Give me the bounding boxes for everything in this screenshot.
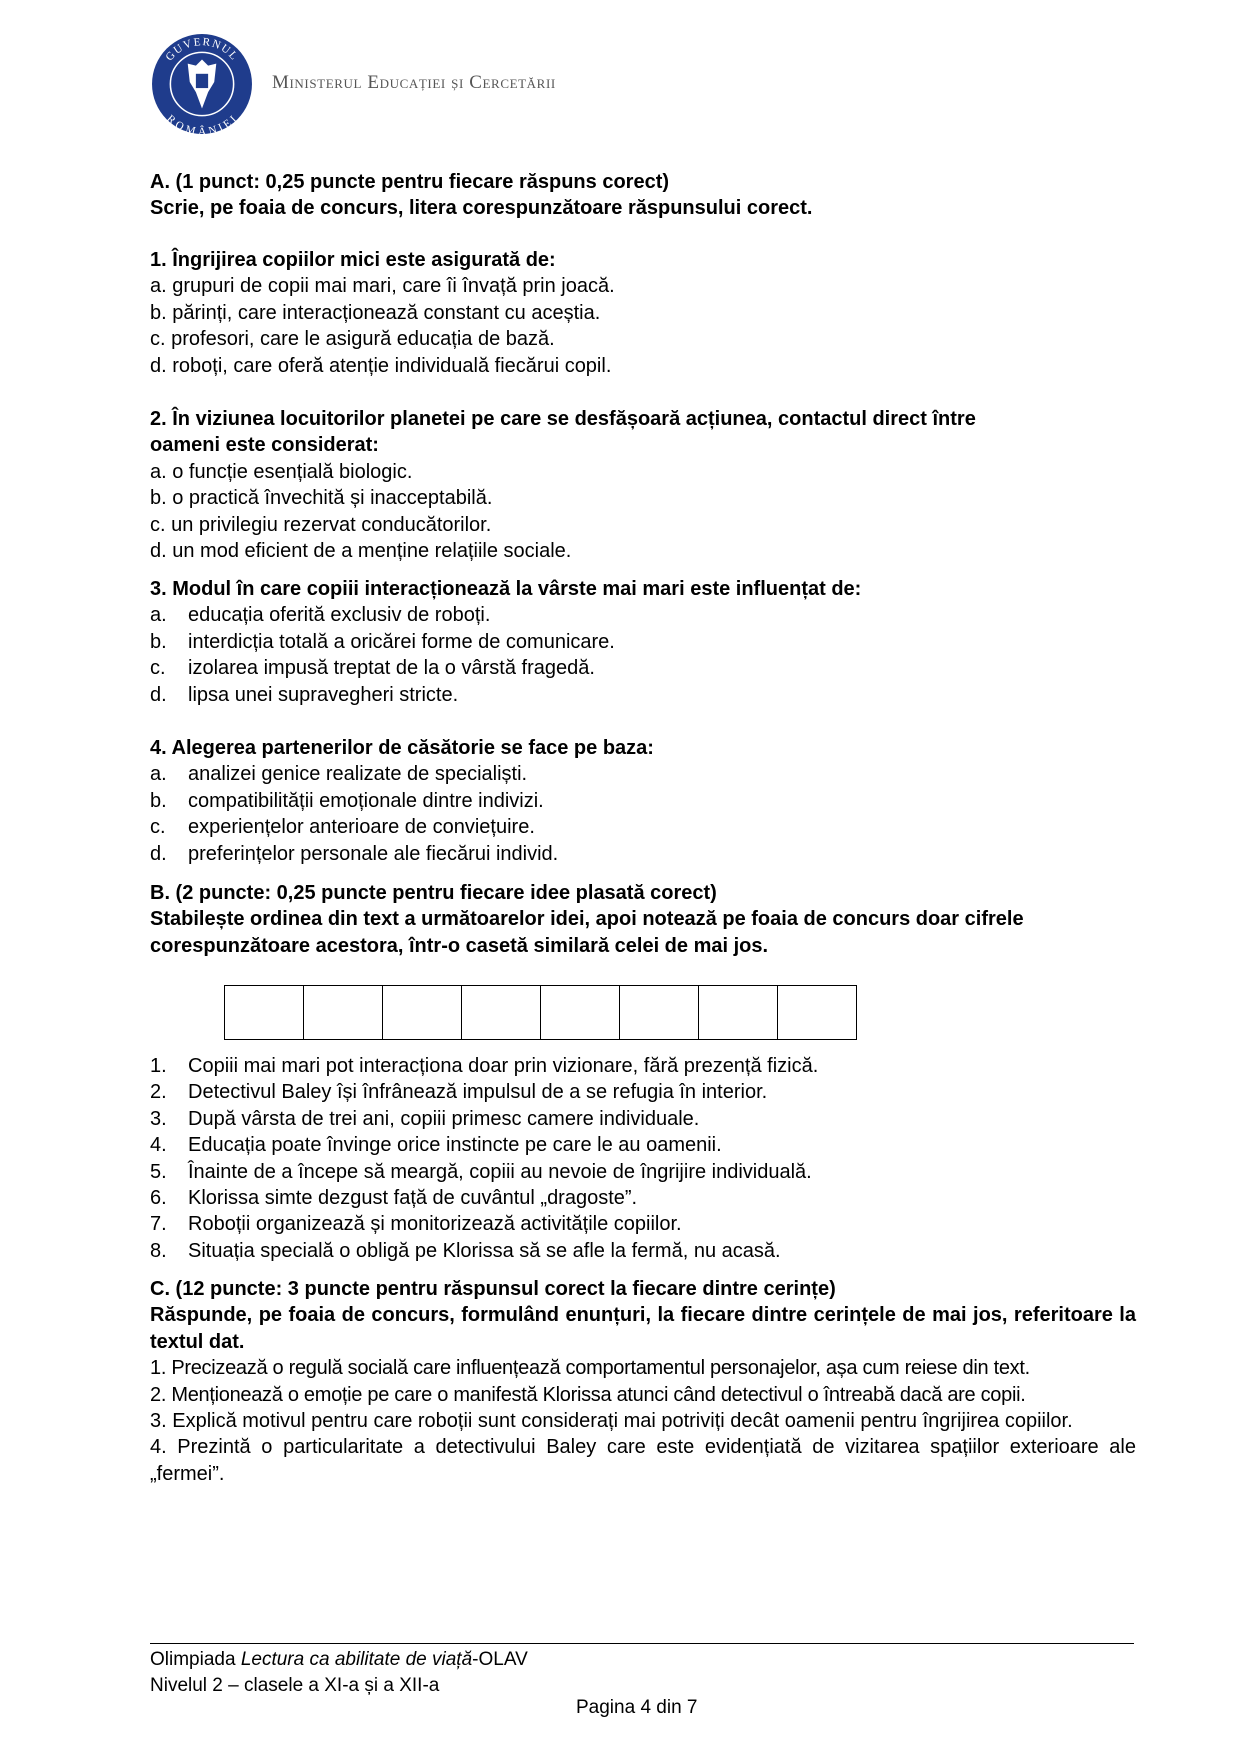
- idea-number: 6.: [150, 1187, 167, 1210]
- question-4: [150, 735, 1136, 867]
- option-text: izolarea impusă treptat de la o vârstă fragedă.: [188, 657, 595, 680]
- question-2: [150, 406, 1136, 564]
- idea-number: 1.: [150, 1055, 167, 1077]
- option-text: educația oferită exclusiv de roboți.: [188, 604, 491, 627]
- answer-box: [541, 986, 620, 1039]
- option: b. părinți, care interacționează constant cu aceștia.: [150, 301, 601, 324]
- option: a. grupuri de copii mai mari, care îi învață prin joacă.: [150, 275, 615, 298]
- option: [150, 841, 1136, 867]
- option: [150, 602, 1136, 628]
- government-seal-logo: [151, 33, 253, 135]
- option-text: preferințelor personale ale fiecărui individ.: [188, 842, 559, 865]
- task-item: 1. Precizează o regulă socială care influențează comportamentul personajelor, așa cum reiese din text.: [150, 1357, 1030, 1380]
- answer-box: [778, 986, 856, 1039]
- idea-item: [150, 1211, 1136, 1237]
- task-item: 2. Menționează o emoție pe care o manifestă Klorissa atunci când detectivul o întreabă dacă are copii.: [150, 1383, 1026, 1406]
- option: [150, 655, 1136, 681]
- idea-number: 7.: [150, 1213, 167, 1236]
- section-c-instruction: Răspunde, pe foaia de concurs, formulând enunțuri, la fiecare dintre cerințele de mai jos, referitoare la textul dat.: [150, 1304, 1136, 1353]
- idea-item: [150, 1132, 1136, 1158]
- section-c-heading: C. (12 puncte: 3 puncte pentru răspunsul corect la fiecare dintre cerințe): [150, 1278, 836, 1300]
- idea-text: Klorissa simte dezgust față de cuvântul „dragoste”.: [188, 1187, 638, 1210]
- idea-item: [150, 1106, 1136, 1132]
- task-item: 3. Explică motivul pentru care roboții sunt considerați mai potriviți decât oamenii pentru îngrijirea copiilor.: [150, 1410, 1073, 1433]
- answer-box: [225, 986, 304, 1039]
- footer-divider: [150, 1643, 1134, 1644]
- idea-text: Înainte de a începe să meargă, copiii au nevoie de îngrijire individuală.: [188, 1160, 812, 1183]
- option: [150, 761, 1136, 787]
- section-a-header: [150, 169, 1136, 222]
- option: d. roboți, care oferă atenție individuală fiecărui copil.: [150, 354, 612, 377]
- section-c: [150, 1276, 1136, 1487]
- idea-number: 5.: [150, 1160, 167, 1183]
- ideas-list: [150, 1053, 1136, 1264]
- option-label: a.: [150, 763, 167, 786]
- ministry-name: Ministerul Educației și Cercetării: [272, 72, 556, 93]
- svg-text:GUVERNUL: GUVERNUL: [163, 36, 241, 64]
- option-label: d.: [150, 842, 167, 865]
- option: d. un mod eficient de a menține relațiile sociale.: [150, 540, 572, 563]
- option: [150, 629, 1136, 655]
- question-text: 4. Alegerea partenerilor de căsătorie se face pe baza:: [150, 737, 654, 759]
- answer-box: [462, 986, 541, 1039]
- answer-box: [304, 986, 383, 1039]
- option-label: b.: [150, 789, 167, 812]
- option: [150, 788, 1136, 814]
- option-label: c.: [150, 657, 166, 680]
- footer-olympiad: [150, 1647, 528, 1673]
- option: c. profesori, care le asigură educația de bază.: [150, 328, 555, 351]
- idea-text: Roboții organizează și monitorizează activitățile copiilor.: [188, 1213, 682, 1236]
- idea-number: 3.: [150, 1107, 167, 1130]
- footer-olympiad-prefix: Olimpiada: [150, 1649, 241, 1670]
- idea-item: [150, 1238, 1136, 1264]
- idea-text: Situația specială o obligă pe Klorissa să se afle la fermă, nu acasă.: [188, 1239, 781, 1262]
- question-text: 2. În viziunea locuitorilor planetei pe care se desfășoară acțiunea, contactul direct între: [150, 408, 976, 430]
- idea-number: 8.: [150, 1239, 167, 1262]
- answer-boxes: [224, 985, 857, 1040]
- idea-text: Copiii mai mari pot interacționa doar prin vizionare, fără prezență fizică.: [188, 1055, 819, 1077]
- footer-olympiad-suffix: -OLAV: [472, 1649, 528, 1670]
- section-b-header: [150, 880, 1136, 959]
- option: b. o practică învechită și inacceptabilă.: [150, 487, 493, 510]
- section-b-heading: B. (2 puncte: 0,25 puncte pentru fiecare idee plasată corect): [150, 882, 717, 904]
- question-text-cont: oameni este considerat:: [150, 434, 379, 457]
- idea-item: [150, 1079, 1136, 1105]
- answer-box: [383, 986, 462, 1039]
- section-a-instruction: Scrie, pe foaia de concurs, litera corespunzătoare răspunsului corect.: [150, 197, 813, 220]
- option-text: compatibilității emoționale dintre indivizi.: [188, 789, 544, 812]
- option: c. un privilegiu rezervat conducătorilor.: [150, 513, 492, 536]
- idea-item: [150, 1185, 1136, 1211]
- idea-item: [150, 1159, 1136, 1185]
- option-text: interdicția totală a oricărei forme de comunicare.: [188, 630, 615, 653]
- idea-item: [150, 1053, 1136, 1079]
- option-text: lipsa unei supravegheri stricte.: [188, 683, 459, 706]
- question-3: [150, 576, 1136, 708]
- option-label: b.: [150, 630, 167, 653]
- section-b-instruction-cont: corespunzătoare acestora, într-o casetă similară celei de mai jos.: [150, 934, 769, 957]
- answer-box: [620, 986, 699, 1039]
- idea-text: Educația poate învinge orice instincte pe care le au oamenii.: [188, 1134, 722, 1157]
- task-item: 4. Prezintă o particularitate a detectivului Baley care este evidențiată de vizitarea spațiilor exterioare ale „fermei”.: [150, 1436, 1136, 1485]
- idea-text: După vârsta de trei ani, copiii primesc camere individuale.: [188, 1107, 700, 1130]
- option-label: d.: [150, 683, 167, 706]
- option-text: experiențelor anterioare de conviețuire.: [188, 816, 535, 839]
- svg-text:ROMÂNIEI: ROMÂNIEI: [164, 112, 241, 135]
- answer-box: [699, 986, 778, 1039]
- page-number: Pagina 4 din 7: [576, 1697, 698, 1718]
- option: [150, 814, 1136, 840]
- idea-text: Detectivul Baley își înfrânează impulsul de a se refugia în interior.: [188, 1081, 768, 1104]
- idea-number: 2.: [150, 1081, 167, 1104]
- question-text: 3. Modul în care copiii interacționează la vârste mai mari este influențat de:: [150, 578, 862, 600]
- question-text: 1. Îngrijirea copiilor mici este asigurată de:: [150, 249, 556, 271]
- option: [150, 682, 1136, 708]
- idea-number: 4.: [150, 1134, 167, 1157]
- option-label: a.: [150, 604, 167, 627]
- option: a. o funcție esențială biologic.: [150, 460, 413, 483]
- option-text: analizei genice realizate de specialiști.: [188, 763, 528, 786]
- footer-olympiad-title: Lectura ca abilitate de viață: [240, 1649, 473, 1670]
- question-1: [150, 247, 1136, 379]
- footer-level: Nivelul 2 – clasele a XI-a și a XII-a: [150, 1675, 440, 1696]
- section-b-instruction: Stabilește ordinea din text a următoarelor idei, apoi notează pe foaia de concurs doar cifrele: [150, 908, 1024, 931]
- option-label: c.: [150, 816, 166, 839]
- section-a-heading: A. (1 punct: 0,25 puncte pentru fiecare răspuns corect): [150, 171, 670, 193]
